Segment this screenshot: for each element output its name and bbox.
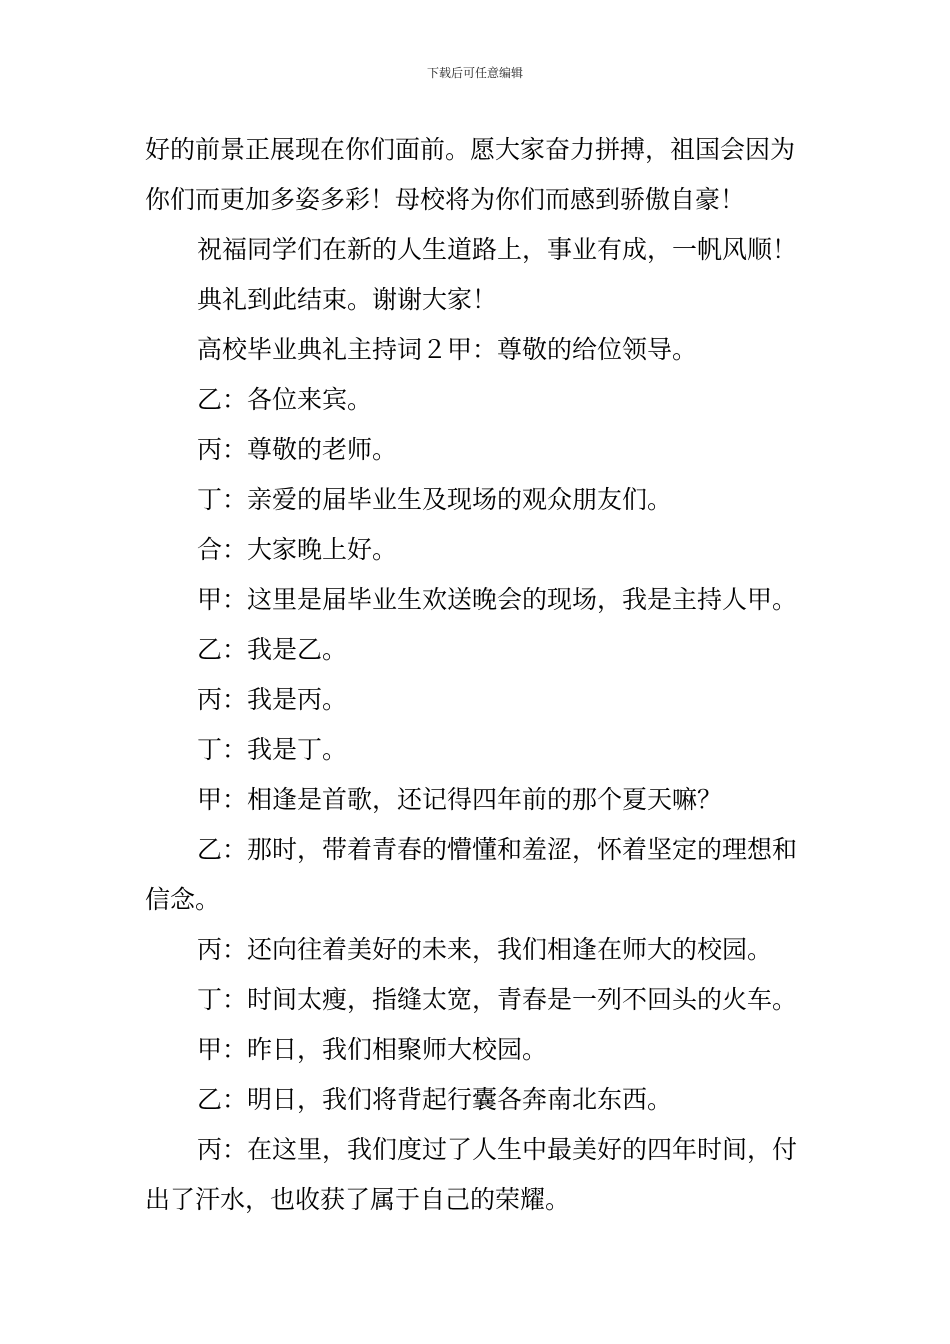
paragraph: 高校毕业典礼主持词２甲：尊敬的给位领导。 xyxy=(197,335,698,364)
paragraph: 丙：还向往着美好的未来，我们相逢在师大的校园。 xyxy=(197,935,773,964)
paragraph: 甲：昨日，我们相聚师大校园。 xyxy=(197,1035,548,1064)
paragraph: 丁：亲爱的届毕业生及现场的观众朋友们。 xyxy=(197,485,673,514)
paragraph: 丙：尊敬的老师。 xyxy=(197,435,398,464)
paragraph: 丁：我是丁。 xyxy=(197,735,348,764)
paragraph: 乙：我是乙。 xyxy=(197,635,348,664)
paragraph: 丁：时间太瘦，指缝太宽，青春是一列不回头的火车。 xyxy=(197,985,798,1014)
paragraph: 丙：在这里，我们度过了人生中最美好的四年时间，付出了汗水，也收获了属于自己的荣耀。 xyxy=(145,1135,798,1214)
paragraph: 乙：明日，我们将背起行囊各奔南北东西。 xyxy=(197,1085,673,1114)
document-body xyxy=(145,125,810,1225)
paragraph: 合：大家晚上好。 xyxy=(197,535,398,564)
paragraph: 祝福同学们在新的人生道路上，事业有成，一帆风顺！ xyxy=(197,235,798,264)
paragraph: 乙：各位来宾。 xyxy=(197,385,373,414)
paragraph: 丙：我是丙。 xyxy=(197,685,348,714)
paragraph: 甲：这里是届毕业生欢送晚会的现场，我是主持人甲。 xyxy=(197,585,798,614)
page-header: 下载后可任意编辑 xyxy=(426,66,523,80)
paragraph: 好的前景正展现在你们面前。愿大家奋力拼搏，祖国会因为你们而更加多姿多彩！母校将为你们而感到骄傲自豪！ xyxy=(145,135,796,214)
paragraph: 乙：那时，带着青春的懵懂和羞涩，怀着坚定的理想和信念。 xyxy=(145,835,798,914)
paragraph: 典礼到此结束。谢谢大家！ xyxy=(197,285,498,314)
paragraph: 甲：相逢是首歌，还记得四年前的那个夏天嘛？ xyxy=(197,785,723,814)
